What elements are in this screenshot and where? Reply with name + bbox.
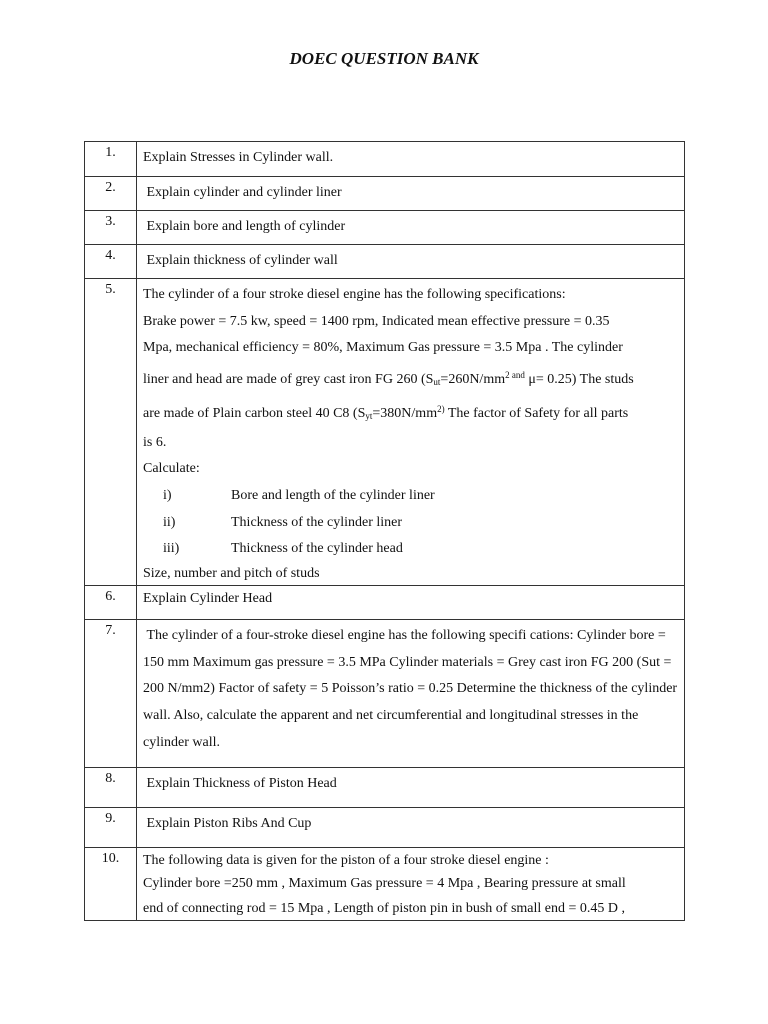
question-line: Mpa, mechanical efficiency = 80%, Maximum Gas pressure = 3.5 Mpa . The cylinder <box>143 340 623 356</box>
question-line: Calculate: <box>143 461 200 477</box>
question-text <box>137 245 685 279</box>
question-number: 10. <box>85 848 137 921</box>
table-row <box>85 808 685 848</box>
subscript: ut <box>433 377 441 388</box>
question-number: 5. <box>85 279 137 586</box>
table-row <box>85 245 685 279</box>
table-row <box>85 279 685 586</box>
question-line <box>143 396 678 430</box>
question-table <box>84 141 685 921</box>
question-text <box>137 142 685 177</box>
table-row <box>85 177 685 211</box>
question-text <box>137 211 685 245</box>
question-line: Explain Stresses in Cylinder wall. <box>143 150 334 165</box>
question-text <box>137 808 685 848</box>
question-number: 9. <box>85 808 137 848</box>
question-line: Size, number and pitch of studs <box>143 566 320 582</box>
question-line: Explain cylinder and cylinder liner <box>143 185 342 200</box>
sub-question-text: Bore and length of the cylinder liner <box>231 487 435 503</box>
roman-numeral: iii) <box>163 541 180 557</box>
question-line: Explain bore and length of cylinder <box>143 219 346 234</box>
roman-numeral: i) <box>163 487 172 503</box>
roman-numeral: ii) <box>163 514 176 530</box>
question-line: Explain Piston Ribs And Cup <box>143 816 312 832</box>
text-run: =260N/mm <box>440 372 506 388</box>
sub-question-text: Thickness of the cylinder liner <box>231 514 403 530</box>
question-text <box>137 279 685 586</box>
superscript: 2) <box>437 403 445 414</box>
text-run: are made of Plain carbon steel 40 C8 (S <box>143 405 366 421</box>
question-number: 2. <box>85 177 137 211</box>
table-row <box>85 211 685 245</box>
table-row <box>85 768 685 808</box>
question-paragraph: The cylinder of a four-stroke diesel engine has the following specifi cations: Cylinder bore = 150 mm Maximum gas pressure = 3.5 MPa Cylinder materials = Grey cast iron FG 200 (Sut = 200 N/mm2) Factor of safety = 5 Poisson’s ratio = 0.25 Determine the thickness of the cylinder wall. Also, calculate the apparent and net circumferential and longitudinal stresses in the cylinder wall. <box>143 628 681 750</box>
question-number: 6. <box>85 586 137 620</box>
text-run: =380N/mm <box>372 405 438 421</box>
question-line: The cylinder of a four stroke diesel engine has the following specifications: <box>143 287 566 302</box>
sub-question <box>143 483 678 510</box>
text-run: The factor of Safety for all parts <box>444 405 629 421</box>
sub-question <box>143 536 678 563</box>
text-run: μ= 0.25) The studs <box>524 372 634 388</box>
subscript: yt <box>365 410 373 421</box>
question-line: Explain thickness of cylinder wall <box>143 253 338 268</box>
text-run: liner and head are made of grey cast iron FG 260 (S <box>143 372 434 388</box>
question-text <box>137 848 685 921</box>
question-text <box>137 620 685 768</box>
table-row <box>85 848 685 921</box>
question-number: 4. <box>85 245 137 279</box>
sub-question <box>143 510 678 537</box>
question-number: 3. <box>85 211 137 245</box>
question-line: The following data is given for the piston of a four stroke diesel engine : <box>143 853 549 869</box>
question-text <box>137 768 685 808</box>
question-line: is 6. <box>143 434 167 450</box>
question-line <box>143 362 678 396</box>
question-number: 7. <box>85 620 137 768</box>
question-line: Explain Thickness of Piston Head <box>143 776 337 792</box>
question-line: end of connecting rod = 15 Mpa , Length of piston pin in bush of small end = 0.45 D , <box>143 900 626 916</box>
table-row <box>85 142 685 177</box>
page-title: DOEC QUESTION BANK <box>289 49 479 68</box>
question-number: 8. <box>85 768 137 808</box>
sub-question-text: Thickness of the cylinder head <box>231 541 403 557</box>
table-row <box>85 620 685 768</box>
question-line: Brake power = 7.5 kw, speed = 1400 rpm, Indicated mean effective pressure = 0.35 <box>143 313 610 329</box>
question-number: 1. <box>85 142 137 177</box>
question-text <box>137 586 685 620</box>
question-line: Cylinder bore =250 mm , Maximum Gas pressure = 4 Mpa , Bearing pressure at small <box>143 876 626 892</box>
table-row <box>85 586 685 620</box>
superscript: 2 and <box>505 370 525 381</box>
question-text <box>137 177 685 211</box>
question-line: Explain Cylinder Head <box>143 591 273 607</box>
